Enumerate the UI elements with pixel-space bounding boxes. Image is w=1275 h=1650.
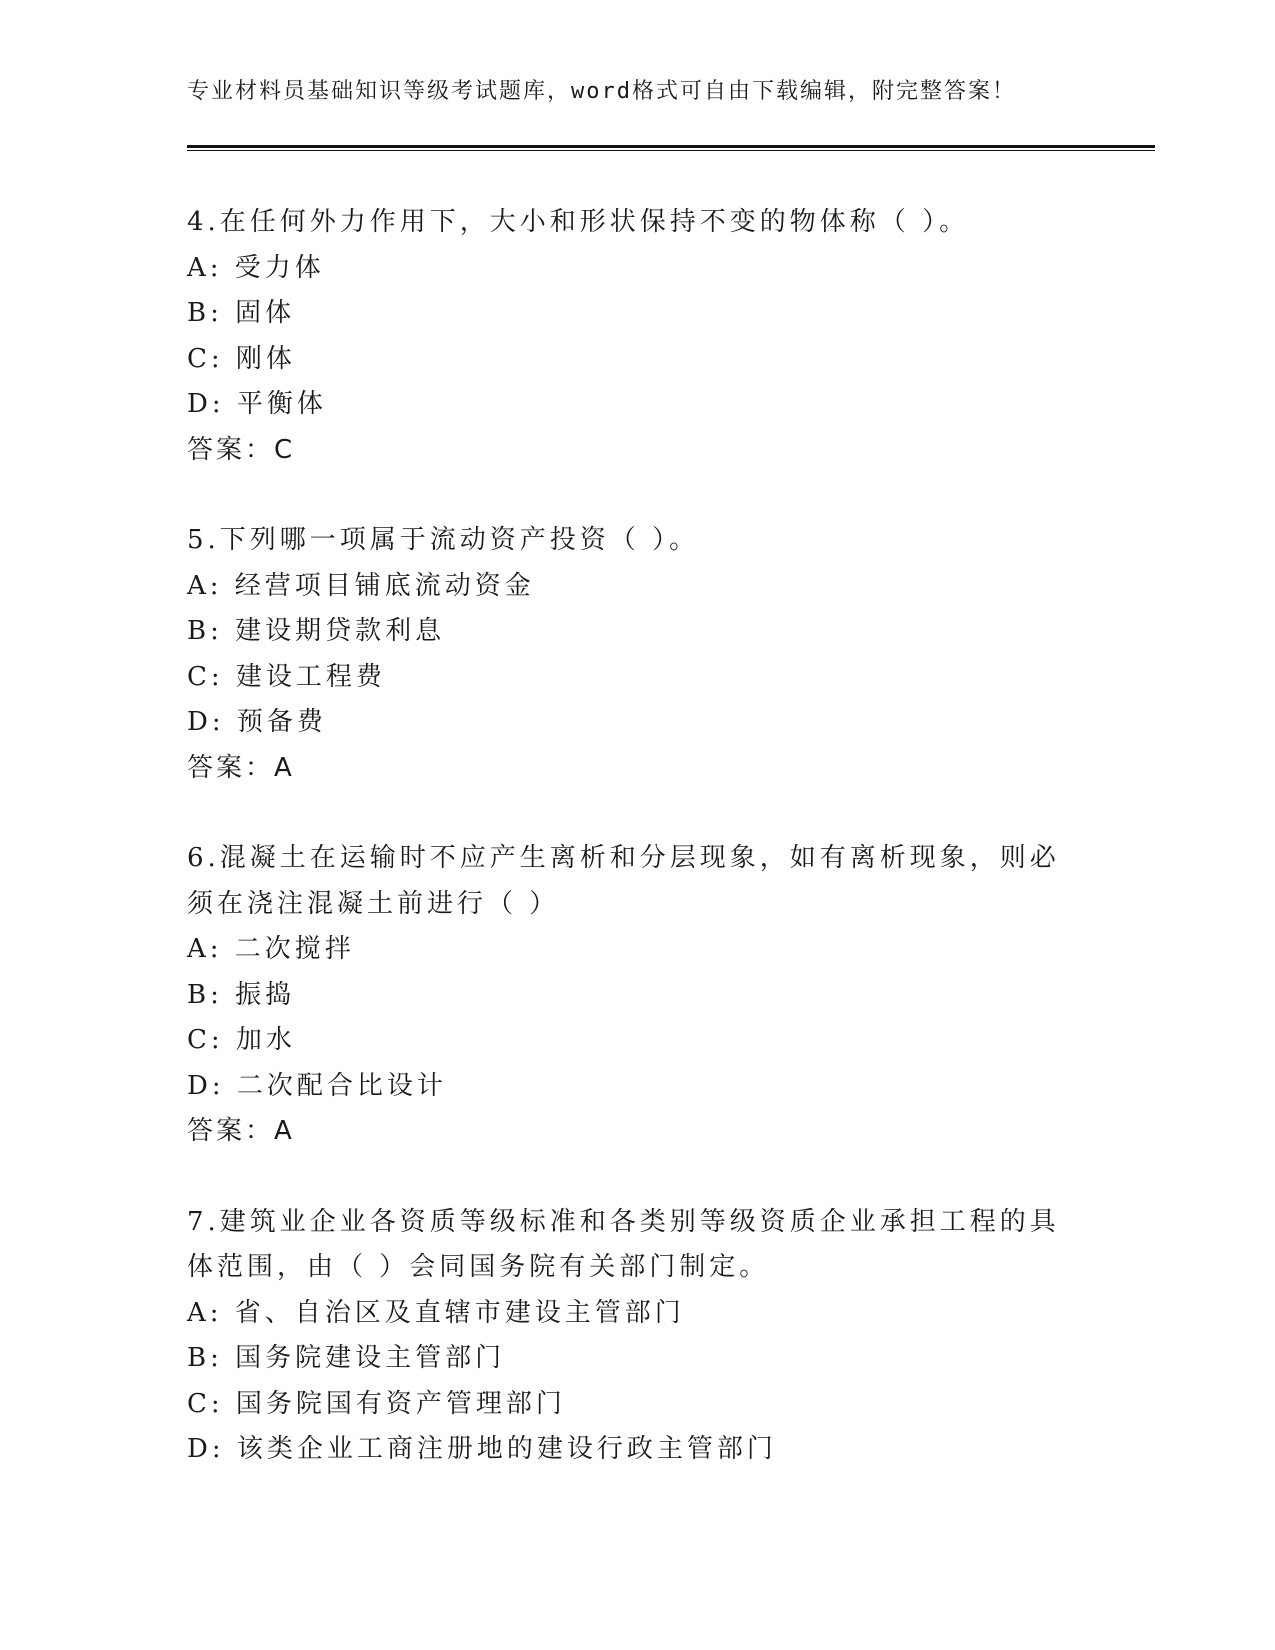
option-d: D: 平衡体: [187, 389, 327, 419]
option-a: A: 经营项目铺底流动资金: [187, 570, 535, 601]
option-c: C: 加水: [187, 1025, 296, 1055]
option-c: C: 刚体: [187, 343, 296, 374]
option-a: A: 省、自治区及直辖市建设主管部门: [187, 1297, 685, 1328]
option-c: C: 国务院国有资产管理部门: [187, 1388, 566, 1419]
option-d: D: 二次配合比设计: [187, 1070, 447, 1101]
option-b: B: 振捣: [187, 979, 296, 1010]
option-b: B: 建设期贷款利息: [187, 616, 446, 646]
page-header: 专业材料员基础知识等级考试题库，word格式可自由下载编辑，附完整答案！: [187, 79, 1016, 104]
answer: 答案：A: [187, 752, 295, 783]
answer: 答案：C: [187, 434, 296, 465]
question-stem: 6.混凝土在运输时不应产生离析和分层现象，如有离析现象，则必须在浇注混凝土前进行（ ）: [187, 843, 1060, 919]
option-a: A: 二次搅拌: [187, 934, 355, 964]
question-6: [187, 836, 1067, 1155]
header-divider: [187, 145, 1155, 151]
option-d: D: 预备费: [187, 707, 327, 737]
option-a: A: 受力体: [187, 252, 325, 283]
question-stem: 4.在任何外力作用下，大小和形状保持不变的物体称（ ）。: [187, 207, 970, 237]
question-4: [187, 200, 1067, 473]
answer: 答案：A: [187, 1116, 295, 1146]
option-b: B: 国务院建设主管部门: [187, 1343, 506, 1373]
question-5: [187, 518, 1067, 791]
option-b: B: 固体: [187, 298, 296, 328]
option-c: C: 建设工程费: [187, 661, 386, 692]
question-7: [187, 1200, 1067, 1473]
question-stem: 7.建筑业企业各资质等级标准和各类别等级资质企业承担工程的具体范围，由（ ）会同国务院有关部门制定。: [187, 1206, 1060, 1282]
question-list: [187, 200, 1067, 1518]
question-stem: 5.下列哪一项属于流动资产投资（ ）。: [187, 525, 700, 555]
option-d: D: 该类企业工商注册地的建设行政主管部门: [187, 1434, 777, 1464]
